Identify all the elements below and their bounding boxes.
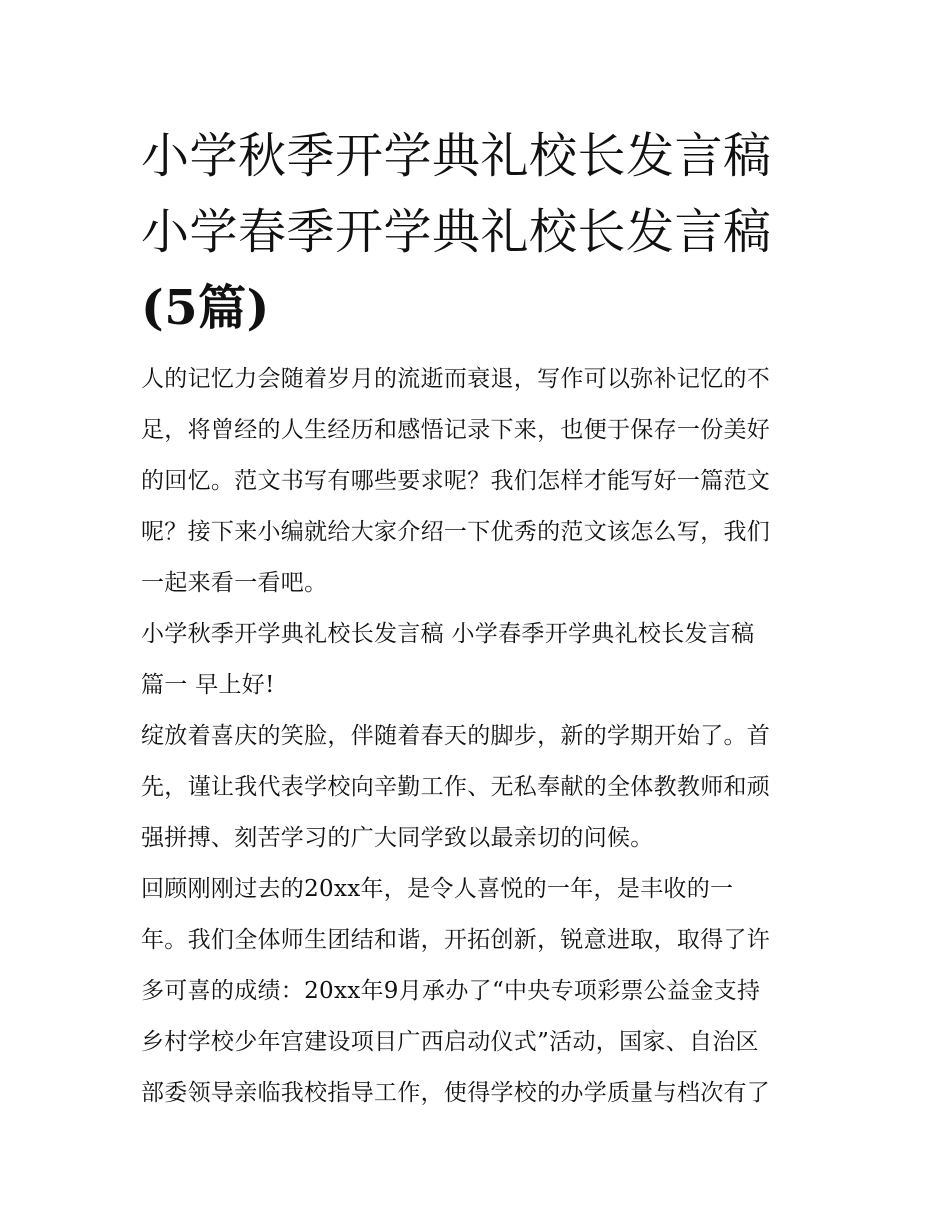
text-line: 的回忆。范文书写有哪些要求呢？我们怎样才能写好一篇范文 — [141, 468, 771, 494]
text-line: 多可喜的成绩：20xx年9月承办了“中央专项彩票公益金支持 — [141, 978, 761, 1004]
text-line: 人的记忆力会随着岁月的流逝而衰退，写作可以弥补记忆的不 — [141, 366, 771, 392]
text-line: 回顾刚刚过去的20xx年，是令人喜悦的一年，是丰收的一 — [141, 876, 734, 902]
text-line: 篇一 早上好! — [141, 672, 275, 698]
text-line: 先，谨让我代表学校向辛勤工作、无私奉献的全体教教师和顽 — [141, 774, 771, 800]
text-line: 呢？接下来小编就给大家介绍一下优秀的范文该怎么写，我们 — [141, 519, 771, 545]
text-line: 乡村学校少年宫建设项目广西启动仪式”活动，国家、自治区 — [141, 1029, 759, 1055]
document-body — [141, 354, 813, 1119]
text-line: 强拼搏、刻苦学习的广大同学致以最亲切的问候。 — [141, 825, 654, 851]
text-line: 小学秋季开学典礼校长发言稿 小学春季开学典礼校长发言稿 — [141, 621, 755, 647]
title-line-2: 小学春季开学典礼校长发言稿 — [141, 204, 772, 260]
text-line: 足，将曾经的人生经历和感悟记录下来，也便于保存一份美好 — [141, 417, 771, 443]
title-line-3: (5篇) — [141, 280, 270, 336]
text-line: 部委领导亲临我校指导工作，使得学校的办学质量与档次有了 — [141, 1080, 771, 1106]
title-line-1: 小学秋季开学典礼校长发言稿 — [141, 128, 772, 184]
text-line: 一起来看一看吧。 — [141, 570, 328, 596]
document-content — [141, 118, 813, 1119]
document-title — [141, 118, 813, 346]
text-line: 年。我们全体师生团结和谐，开拓创新，锐意进取，取得了许 — [141, 927, 771, 953]
text-line: 绽放着喜庆的笑脸，伴随着春天的脚步，新的学期开始了。首 — [141, 723, 771, 749]
